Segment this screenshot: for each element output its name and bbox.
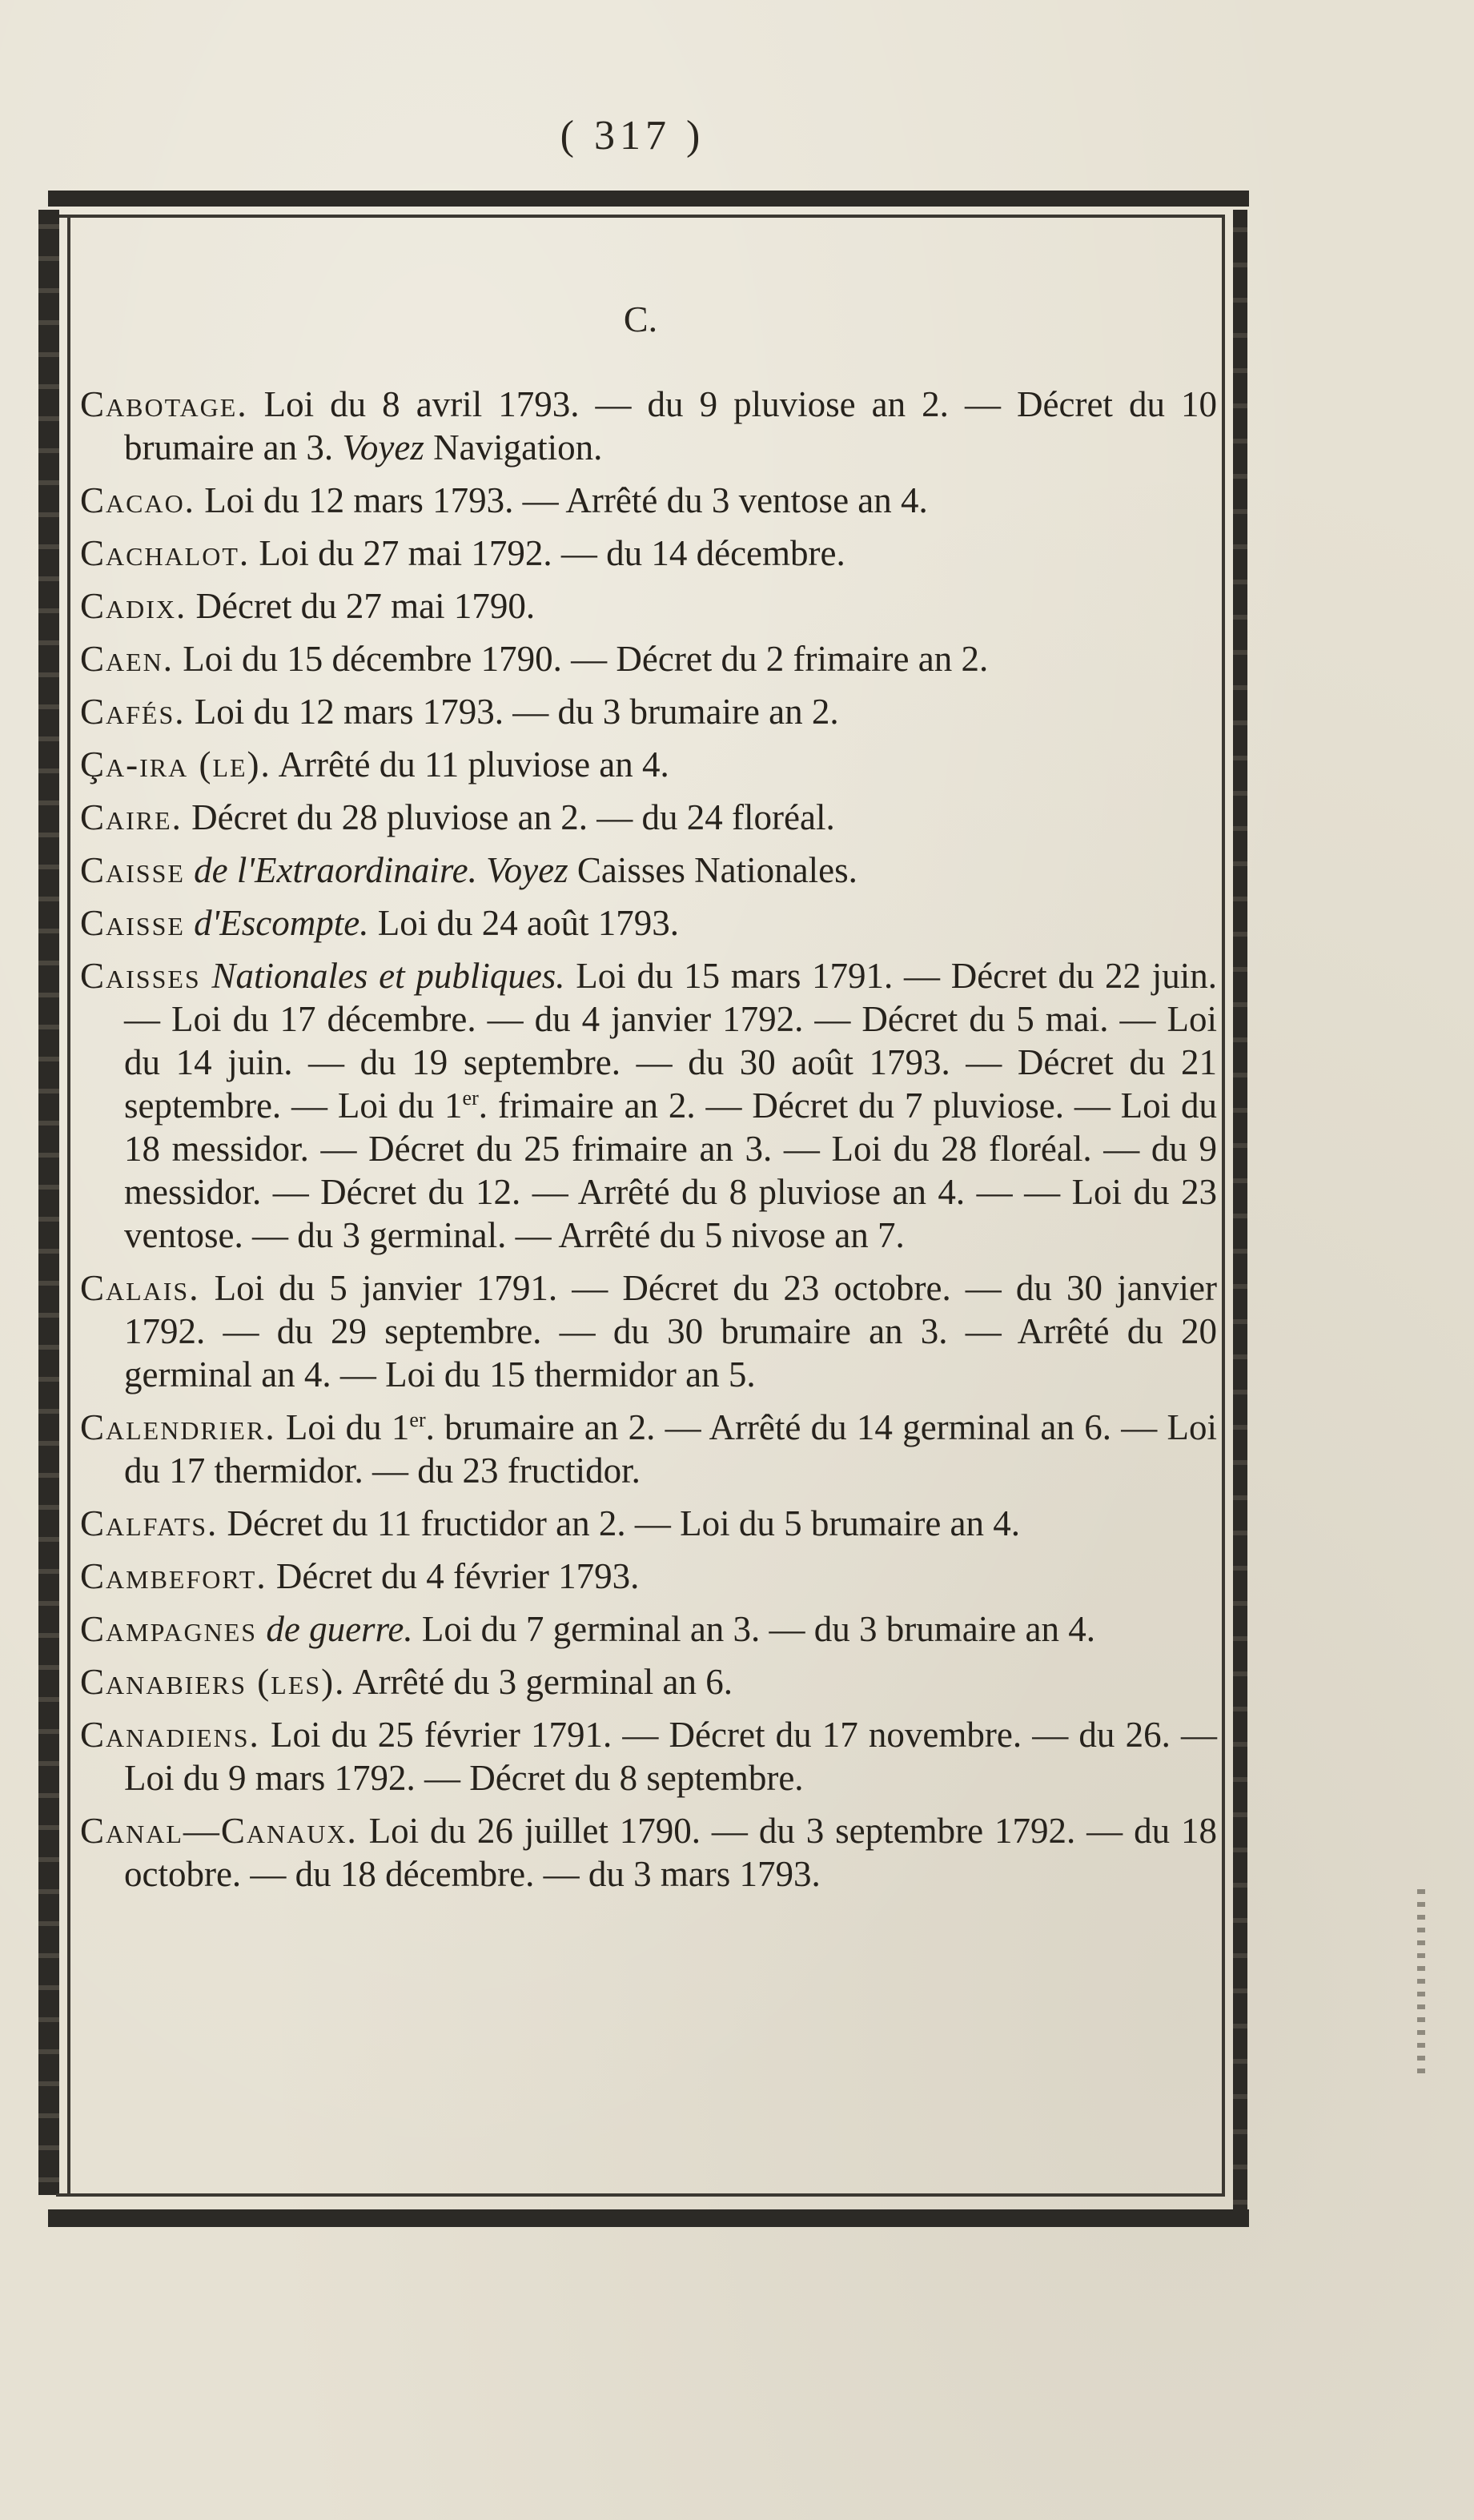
frame-top-rule [48, 191, 1249, 207]
entry-references: Loi du 25 février 1791. — Décret du 17 novembre. — du 26. — Loi du 9 mars 1792. — Décret du 8 septembre. [124, 1715, 1217, 1798]
entry-heading: Ça-ira (le). [80, 744, 271, 784]
index-entry [80, 532, 1217, 575]
frame-bottom-inner-rule [56, 2193, 1225, 2197]
index-entry [80, 1607, 1217, 1651]
cross-reference-target: Caisses Nationales. [568, 850, 857, 890]
entry-references: Loi du 15 mars 1791. — Décret du 22 juin. — Loi du 17 décembre. — du 4 janvier 1792. — Décret du 5 mai. — Loi du 14 juin. — du 19 septembre. — du 30 août 1793. — Décret du 21 septembre. — Loi du 1 [124, 956, 1217, 1126]
entry-references: Loi du 1 [275, 1407, 410, 1447]
index-entry [80, 796, 1217, 839]
index-entry [80, 849, 1217, 892]
index-entry [80, 1406, 1217, 1492]
entry-heading: Cacao. [80, 480, 195, 520]
entry-heading: Cabotage. [80, 384, 248, 424]
frame-left-inner-rule [67, 218, 70, 2193]
frame-left-border [38, 210, 59, 2195]
entry-heading: Calfats. [80, 1503, 219, 1543]
entry-references: Loi du 24 août 1793. [368, 903, 679, 943]
entry-references: Loi du 26 juillet 1790. — du 3 septembre 1792. — du 18 octobre. — du 18 décembre. — du 3 mars 1793. [124, 1811, 1217, 1894]
entry-references: Décret du 27 mai 1790. [187, 586, 536, 626]
ordinal-superscript: er [409, 1408, 426, 1431]
index-entry [80, 1660, 1217, 1703]
entry-heading: Caisses [80, 956, 201, 996]
entry-heading: Caire. [80, 797, 183, 837]
frame-top-inner-rule [56, 215, 1225, 218]
entry-heading: Caisse [80, 903, 185, 943]
index-entry [80, 584, 1217, 628]
entry-heading: Caen. [80, 639, 175, 679]
frame-right-inner-rule [1222, 218, 1225, 2193]
entry-heading: Cafés. [80, 692, 186, 732]
entry-references: Loi du 27 mai 1792. — du 14 décembre. [250, 533, 845, 573]
index-entry [80, 1809, 1217, 1896]
entry-heading: Canal—Canaux. [80, 1811, 358, 1851]
index-entry [80, 479, 1217, 522]
cross-reference-label: Voyez [342, 427, 424, 467]
margin-mark [1417, 1889, 1425, 2073]
entry-references: Loi du 12 mars 1793. — du 3 brumaire an 2. [185, 692, 839, 732]
entry-heading: Campagnes [80, 1609, 258, 1649]
frame-right-border [1233, 210, 1247, 2211]
entry-heading: Canadiens. [80, 1715, 260, 1755]
entry-references [477, 850, 486, 890]
entry-references-continued: . frimaire an 2. — Décret du 7 pluviose. — Loi du 18 messidor. — Décret du 25 frimaire an 3. — Loi du 28 floréal. — du 9 messidor. — Décret du 12. — Arrêté du 8 pluviose an 4. — — Loi du 23 ventose. — du 3 germinal. — Arrêté du 5 nivose an 7. [124, 1085, 1217, 1255]
index-entry [80, 743, 1217, 786]
page-number: ( 317 ) [560, 113, 705, 159]
entry-references: Loi du 5 janvier 1791. — Décret du 23 octobre. — du 30 janvier 1792. — du 29 septembre. — du 30 brumaire an 3. — Arrêté du 20 germinal an 4. — Loi du 15 thermidor an 5. [124, 1268, 1217, 1394]
entry-references: Arrêté du 11 pluviose an 4. [271, 744, 669, 784]
entry-subject: de l'Extraordinaire. [184, 850, 477, 890]
index-entry [80, 383, 1217, 469]
entry-heading: Calais. [80, 1268, 200, 1308]
section-heading: C. [623, 299, 658, 339]
entry-heading: Caisse [80, 850, 185, 890]
ordinal-superscript: er [462, 1086, 479, 1110]
index-entries [80, 383, 1217, 1905]
index-entry [80, 637, 1217, 680]
entry-references: Arrêté du 3 germinal an 6. [345, 1662, 733, 1702]
index-entry [80, 1555, 1217, 1598]
index-entry [80, 901, 1217, 945]
entry-heading: Cadix. [80, 586, 187, 626]
entry-references: Loi du 15 décembre 1790. — Décret du 2 frimaire an 2. [174, 639, 989, 679]
entry-subject: d'Escompte. [184, 903, 369, 943]
entry-references: Décret du 28 pluviose an 2. — du 24 floréal. [182, 797, 835, 837]
cross-reference-label: Voyez [486, 850, 568, 890]
index-entry [80, 1502, 1217, 1545]
entry-references: Loi du 7 germinal an 3. — du 3 brumaire an 4. [412, 1609, 1095, 1649]
entry-heading: Cambefort. [80, 1556, 267, 1596]
entry-subject: de guerre. [257, 1609, 413, 1649]
entry-references-continued: . brumaire an 2. — Arrêté du 14 germinal an 6. — Loi du 17 thermidor. — du 23 fructidor. [124, 1407, 1217, 1491]
entry-references: Décret du 4 février 1793. [267, 1556, 640, 1596]
index-entry [80, 954, 1217, 1257]
index-entry [80, 1713, 1217, 1800]
entry-heading: Calendrier. [80, 1407, 276, 1447]
entry-references: Loi du 12 mars 1793. — Arrêté du 3 ventose an 4. [195, 480, 928, 520]
entry-references: Loi du 8 avril 1793. — du 9 pluviose an 2. — Décret du 10 brumaire an 3. [124, 384, 1217, 467]
entry-heading: Canabiers (les). [80, 1662, 346, 1702]
entry-heading: Cachalot. [80, 533, 251, 573]
entry-subject: Nationales et publiques. [200, 956, 565, 996]
index-entry [80, 1266, 1217, 1396]
frame-bottom-rule [48, 2209, 1249, 2227]
index-entry [80, 690, 1217, 733]
cross-reference-target: Navigation. [424, 427, 603, 467]
entry-references: Décret du 11 fructidor an 2. — Loi du 5 brumaire an 4. [218, 1503, 1021, 1543]
